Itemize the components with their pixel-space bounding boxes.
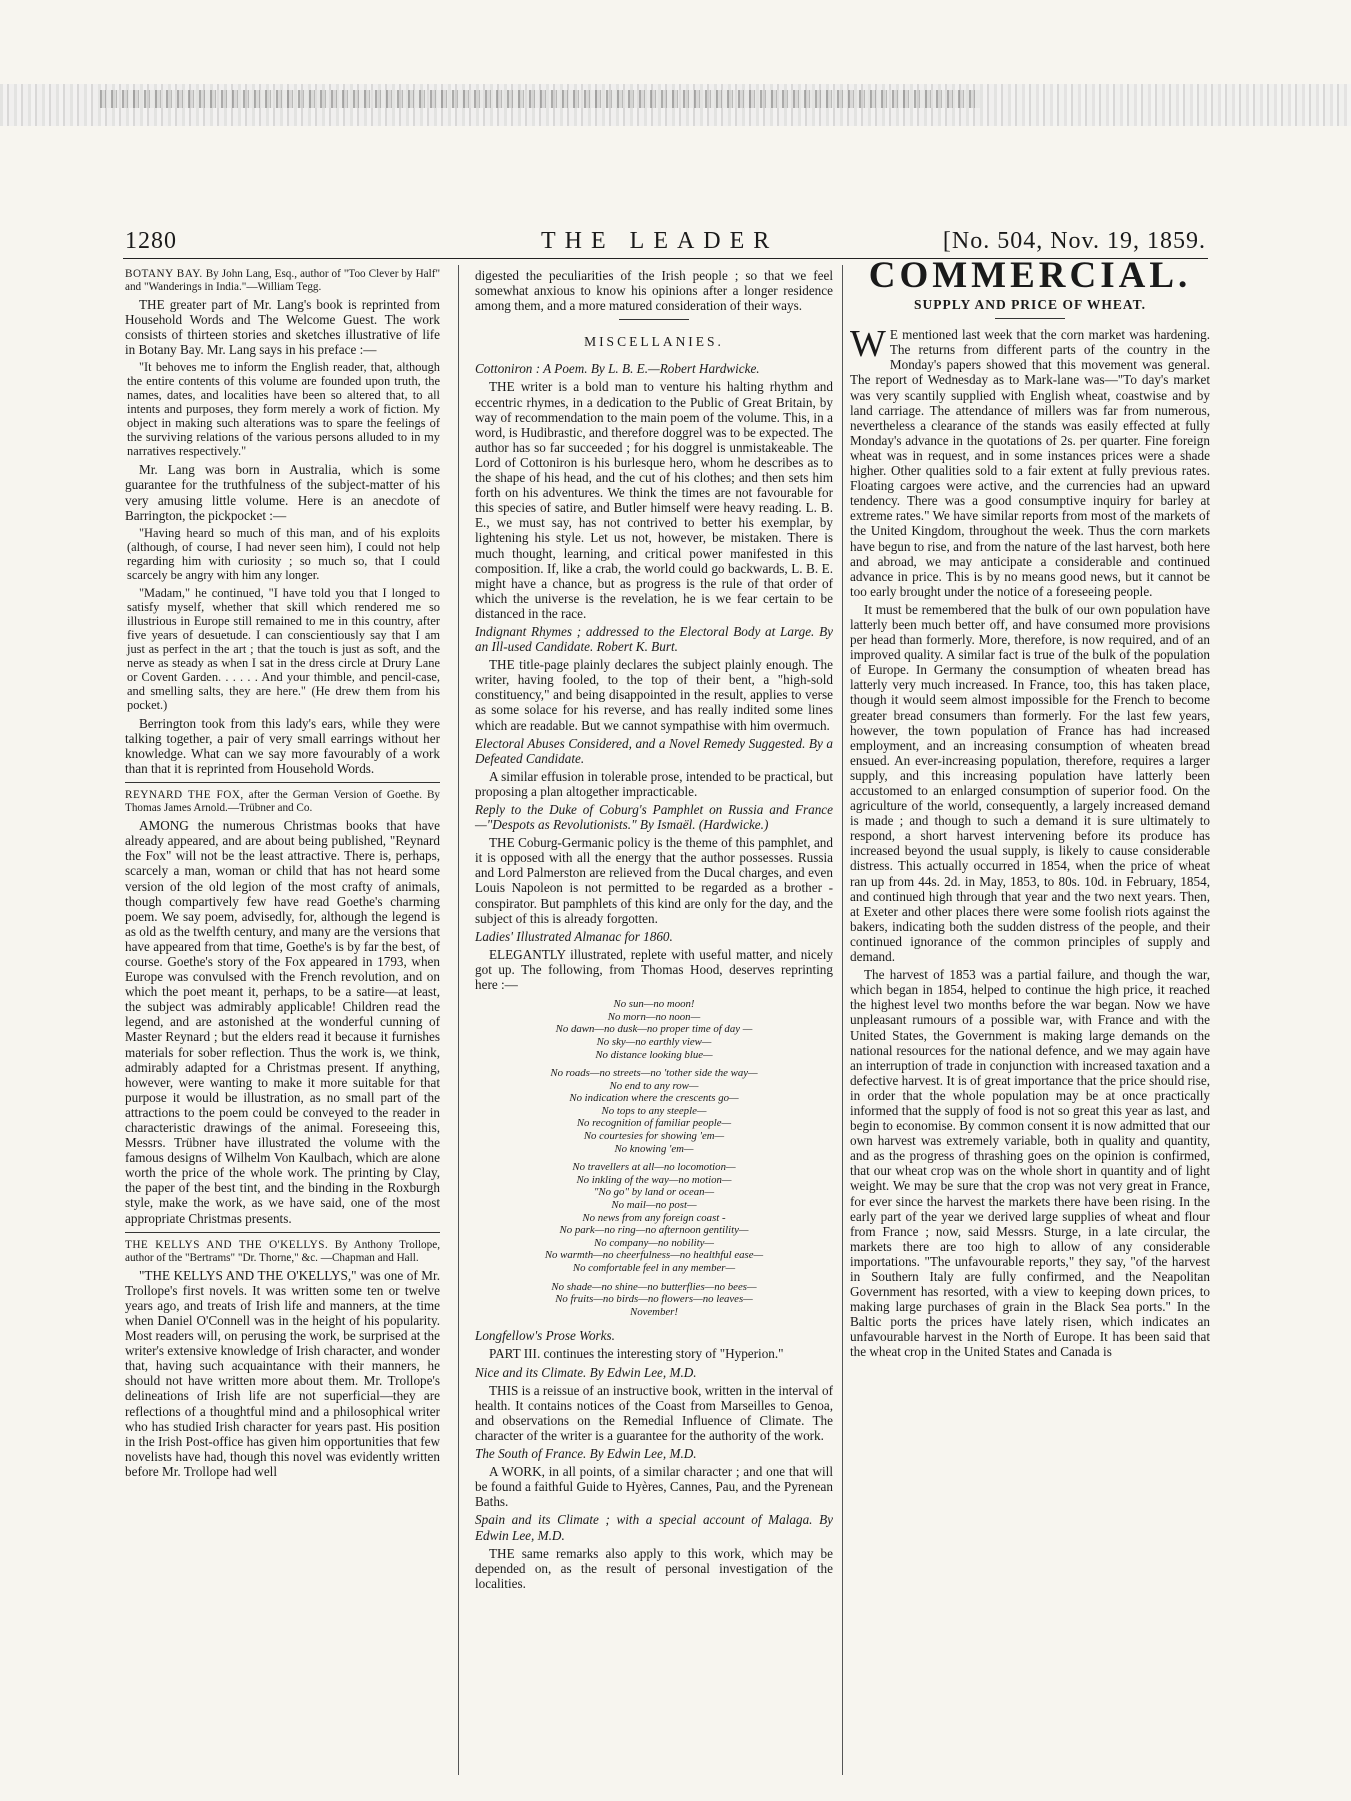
page-number: 1280 [125, 228, 177, 254]
poem-line: November! [630, 1305, 678, 1318]
paragraph: THIS is a reissue of an instructive book, written in the interval of health. It contains notices of the Coast from Marseilles to Genoa, and observations on the Remedial Influence of Climate. The character of the writer is a guarantee for the authority of the work. [475, 1382, 833, 1443]
entry-title: Longfellow's Prose Works. [475, 1328, 615, 1344]
poem-line: No courtesies for showing 'em— [583, 1130, 725, 1143]
column-3 [850, 255, 1210, 1363]
paragraph: Berrington took from this lady's ears, while they were talking together, a pair of very small earrings without her knowledge. What can we say more favourably of a work than that it is reprinted from Household Words. [125, 715, 440, 777]
poem-line: No sun—no moon! [613, 998, 695, 1011]
poem-line: No dawn—no dusk—no proper time of day — [555, 1023, 753, 1036]
masthead: THE LEADER [541, 228, 779, 254]
poem-line: No recognition of familiar people— [576, 1117, 732, 1130]
poem-line: No warmth—no cheerfulness—no healthful ease— [544, 1249, 764, 1262]
review-heading: THE KELLYS AND THE O'KELLYS. By Anthony Trollope, author of the "Bertrams" "Dr. Thorne," &c. —Chapman and Hall. [125, 1238, 441, 1264]
entry-title: Nice and its Climate. By Edwin Lee, M.D. [475, 1364, 697, 1380]
paragraph: PART III. continues the interesting story of "Hyperion." [489, 1346, 784, 1362]
paragraph: ELEGANTLY illustrated, replete with useful matter, and nicely got up. The following, from Thomas Hood, deserves reprinting here :— [475, 946, 833, 993]
poem-line: No knowing 'em— [614, 1142, 694, 1155]
poem-line: No inkling of the way—no motion— [576, 1173, 732, 1186]
entry-title: Ladies' Illustrated Almanac for 1860. [475, 928, 673, 944]
poem-line: No company—no nobility— [594, 1236, 714, 1249]
paragraph: Mr. Lang was born in Australia, which is some guarantee for the truthfulness of the subject-matter of his very amusing little volume. Here is an anecdote of Barrington, the pickpocket :— [125, 462, 440, 523]
quotation: "It behoves me to inform the English reader, that, although the entire contents of this volume are founded upon truth, the names, dates, and localities have been so altered that, to all intents and purposes, they form merely a work of fiction. My object in making such alterations was to spare the feelings of the surviving relations of the various persons alluded to in my narratives respectively." [127, 360, 440, 459]
poem-line: No morn—no noon— [607, 1010, 701, 1023]
poem-line: No park—no ring—no afternoon gentility— [559, 1224, 749, 1237]
quotation: "Having heard so much of this man, and of his exploits (although, of course, I had never seen him), I could not help regarding him with curiosity ; so much so, that I could scarcely be angry with him any longer. [127, 525, 440, 582]
paragraph: THE writer is a bold man to venture his halting rhythm and eccentric rhymes, in a dedication to the Public of Great Britain, by way of recommendation to the main poem of the volume. This, in a word, is Hudibrastic, and therefore doggrel was to be expected. The author has so far succeeded ; for his doggrel is unmistakeable. The Lord of Cottoniron is his burlesque hero, whom he describes as to the shape of his head, and the cut of his clothes; and then sets him forth on his adventures. We think the times are not favourable for this species of satire, and Butler himself were heavy reading. L. B. E., we must say, has not contrived to better his exemplar, by lightening his style. Let us not, however, be mistaken. There is much thought, learning, and critical power manifested in this composition. If, like a crab, the world could go backwards, L. B. E. might have a chance, but as progress is the rule of that order of which the universe is the revelation, he is we fear certain to be distanced in the race. [475, 379, 833, 621]
poem-line: No news from any foreign coast - [582, 1211, 726, 1224]
entry-title: Indignant Rhymes ; addressed to the Electoral Body at Large. By an Ill-used Candidate. Robert K. Burt. [475, 623, 833, 655]
drop-cap: W [850, 323, 886, 366]
entry-title: Cottoniron : A Poem. By L. B. E.—Robert Hardwicke. [475, 361, 760, 377]
issue-date: [No. 504, Nov. 19, 1859. [942, 228, 1206, 254]
paragraph: A WORK, in all points, of a similar character ; and one that will be found a faithful Guide to Hyères, Cannes, Pau, and the Pyrenean Baths. [475, 1464, 833, 1510]
poem-line: No comfortable feel in any member— [572, 1262, 736, 1274]
paragraph: "THE KELLYS AND THE O'KELLYS," was one of Mr. Trollope's first novels. It was written some ten or twelve years ago, and treats of Irish life and manners, at the time when Daniel O'Connell was in the height of his popularity. Most readers will, on perusing the work, be surprised at the writer's extensive knowledge of Irish character, and wonder that, having such acquaintance with their manners, he should not have written more about them. Mr. Trollope's delineations of Irish life are not superficial—they are reflections of a thoughtful mind and a philosophical writer who has studied Irish character for years past. His position in the Irish Post-office has given him opportunities that few novelists have had, though this novel was evidently written before Mr. Trollope had well [125, 1267, 440, 1479]
poem-line: "No go" by land or ocean— [593, 1186, 715, 1199]
paragraph: W E mentioned last week that the corn market was hardening. The returns from different parts of the country in the Monday's papers showed that this movement was general. The report of Wednesday as to Mark-lane was—"To day's market was very scantily supplied with English wheat, coastwise and by land carriage. The attendance of millers was far from numerous, nevertheless a clearance of the stands was easily effected at fully Monday's advance in the quotations of 2s. per quarter. Fine foreign wheat was in request, and in some instances prices were a shade higher. Other qualities sold to a fair extent at fully previous rates. Floating cargoes were active, and the currencies had an upward tendency. There was a good consumptive inquiry for barley at extreme rates." We have similar reports from most of the markets of the United Kingdom, throughout the week. Thus the corn markets have begun to rise, and from the nature of the last harvest, both here and abroad, we may anticipate a considerable and continued advance in price. This is by no means good news, but it cannot be too early brought under the notice of a foreseeing people. [850, 323, 1210, 599]
paragraph: It must be remembered that the bulk of our own population have latterly been much better off, and have consumed more provisions per head than formerly. More, therefore, is now required, and of an improved quality. A similar fact is true of the bulk of the population of Europe. In Germany the consumption of wheaten bread has latterly very much increased. In France, too, this has taken place, though it would seem almost impossible for the French to become greater bread consumers than formerly. For the last few years, however, the town population of France has had increased employment, and an increasing consumption of wheaten bread ensued. An ever-increasing population, therefore, requires a larger supply, and this increasing population have latterly been accustomed to an enlarged consumption of superior food. On the agriculture of the world, consequently, a largely increased demand is made ; and though to such a demand it is sure ultimately to respond, a short harvest intervening before its produce has increased beyond the usual supply, is likely to cause considerable distress. This actually occurred in 1854, when the price of wheat ran up from 44s. 2d. in May, 1853, to 80s. 10d. in February, 1854, and continued high through that year and the two next years. Then, at Exeter and other places there were some foolish riots against the bakers, indicating both the sudden distress of the people, and their continued ignorance of the common principles of supply and demand. [850, 601, 1210, 965]
poem-line: No roads—no streets—no 'tother side the way— [550, 1067, 758, 1080]
poem-line: No sky—no earthly view— [596, 1035, 712, 1048]
paragraph: THE title-page plainly declares the subject plainly enough. The writer, having fooled, to the top of their bent, a "high-sold constituency," and being disappointed in the result, applies to verse as some solace for his reverse, and has really indited some lines which are readable. But we cannot sympathise with him overmuch. [475, 657, 833, 733]
section-title-commercial: COMMERCIAL. [868, 255, 1192, 296]
paragraph: THE Coburg-Germanic policy is the theme of this pamphlet, and it is opposed with all the energy that the author possesses. Russia and Lord Palmerston are relieved from the Ducal charges, and even Louis Napoleon is not permitted to be regarded as a brother - conspirator. But pamphlets of this kind are only for the day, and the subject of this is already forgotten. [475, 835, 833, 926]
review-heading: REYNARD THE FOX, after the German Version of Goethe. By Thomas James Arnold.—Trübner and Co. [125, 789, 440, 815]
paragraph: A similar effusion in tolerable prose, intended to be practical, but proposing a plan altogether impracticable. [475, 768, 833, 799]
column-1 [125, 268, 440, 1482]
section-title: MISCELLANIES. [584, 334, 724, 350]
poem [475, 998, 833, 1318]
paragraph: THE greater part of Mr. Lang's book is reprinted from Household Words and The Welcome Guest. The work consists of thirteen stories and sketches illustrative of life in Botany Bay. Mr. Lang says in his preface :— [125, 297, 440, 358]
section-rule [619, 319, 689, 320]
review-heading: BOTANY BAY. By John Lang, Esq., author of "Too Clever by Half" and "Wanderings in India."—William Tegg. [125, 268, 441, 293]
poem-line: No fruits—no birds—no flowers—no leaves— [555, 1293, 753, 1306]
section-rule [125, 782, 440, 783]
section-rule [995, 318, 1065, 319]
column-2 [475, 268, 833, 1594]
column-divider [842, 265, 843, 1775]
section-rule [125, 1232, 440, 1233]
entry-title: Electoral Abuses Considered, and a Novel Remedy Suggested. By a Defeated Candidate. [475, 735, 833, 766]
paragraph: THE same remarks also apply to this work, which may be depended on, as the result of personal investigation of the localities. [475, 1545, 833, 1591]
column-divider [458, 265, 459, 1775]
quotation: "Madam," he continued, "I have told you that I longed to satisfy myself, whether that skill which rendered me so illustrious in Europe still remained to me in this country, after five years of desuetude. I can conscientiously say that I am just as perfect in the art ; that the touch is just as soft, and the nerve as steady as when I sat in the dress circle at Drury Lane or Covent Garden. . . . . . And your thimble, and pencil-case, and smelling salts, they are here." (He drew them from his pocket.) [127, 585, 440, 712]
poem-line: No distance looking blue— [595, 1048, 713, 1061]
poem-line: No shade—no shine—no butterflies—no bees— [551, 1280, 757, 1293]
entry-title: The South of France. By Edwin Lee, M.D. [475, 1446, 697, 1462]
paragraph: digested the peculiarities of the Irish people ; so that we feel somewhat anxious to know his opinions after a longer residence among them, and a more matured consideration of their ways. [475, 268, 833, 314]
poem-line: No end to any row— [609, 1079, 699, 1092]
poem-line: No tops to any steeple— [601, 1104, 707, 1117]
poem-line: No travellers at all—no locomotion— [572, 1161, 736, 1174]
article-title: SUPPLY AND PRICE OF WHEAT. [914, 297, 1146, 313]
poem-line: No mail—no post— [611, 1199, 697, 1212]
paragraph: AMONG the numerous Christmas books that have already appeared, and are about being published, "Reynard the Fox" will not be the least attractive. There is, perhaps, scarcely a man, woman or child that has not heard some version of the old legion of the most crafty of animals, though compartively few have read Goethe's charming poem. We say poem, advisedly, for, although the legend is as old as the twelfth century, and many are the versions that have appeared from that time, Goethe's is by far the best, of course. Goethe's story of the Fox appeared in 1793, when Europe was convulsed with the French revolution, and on which the poet meant it, perhaps, to be a satire—at least, the subject was admirably applicable! Children read the legend, and are astonished at the wonderful cunning of Master Reynard ; but the elders read it because it furnishes materials for sober reflection. Thus the work is, we think, admirably adapted for a Christmas present. If anything, however, were wanting to make it more suitable for that purpose it would be illustration, as no small part of the attractions to the poem could be conveyed to the reader in characteristic drawings of the animal. Foreseeing this, Messrs. Trübner have illustrated the volume with the famous designs of Wilhelm Von Kaulbach, which are alone worth the price of the whole work. The printing by Clay, the paper of the best tint, and the binding in the Roxburgh style, make the work, as we have said, one of the most appropriate Christmas presents. [125, 818, 440, 1226]
poem-line: No indication where the crescents go— [569, 1092, 739, 1105]
paragraph: The harvest of 1853 was a partial failure, and though the war, which began in 1854, helped to continue the high price, it reached the highest level two months before the war began. Now we have unpleasant rumours of a possible war, with France and with the United States, the Government is making large demands on the national resources for the national defence, and we may again have an interruption of trade in conjunction with increased taxation and a defective harvest. It is of great importance that the price should rise, in order that the whole population may be at once practically informed that the supply of food is not so great this year as last, and begin to economise. By common consent it is now admitted that our own harvest was extremely variable, both in quality and quantity, and as the progress of thrashing goes on the opinion is confirmed, that our wheat crop was on the whole short in quantity and of light weight. We may be sure that the crop was not very great in France, for ever since the harvest the markets there have been rising. In the early part of the year we derived large supplies of wheat and flour from France ; now, said Messrs. Sturge, in a late circular, the markets there are too high to allow of any considerable importations. "The unfavourable reports," they say, "of the harvest in Southern Italy are fully confirmed, and the Neapolitan Government has resorted, with a view to keeping down prices, to making large purchases of grain in the Black Sea ports." In the Baltic ports the prices have lately risen, which indicates an unfavourable harvest in the North of Europe. It has been said that the wheat crop in the United States and Canada is [850, 967, 1210, 1360]
entry-title: Reply to the Duke of Coburg's Pamphlet on Russia and France—"Despots as Revolutionists." By Ismaël. (Hardwicke.) [475, 802, 833, 833]
entry-title: Spain and its Climate ; with a special account of Malaga. By Edwin Lee, M.D. [475, 1512, 833, 1543]
scan-artifact-band [0, 84, 1351, 126]
